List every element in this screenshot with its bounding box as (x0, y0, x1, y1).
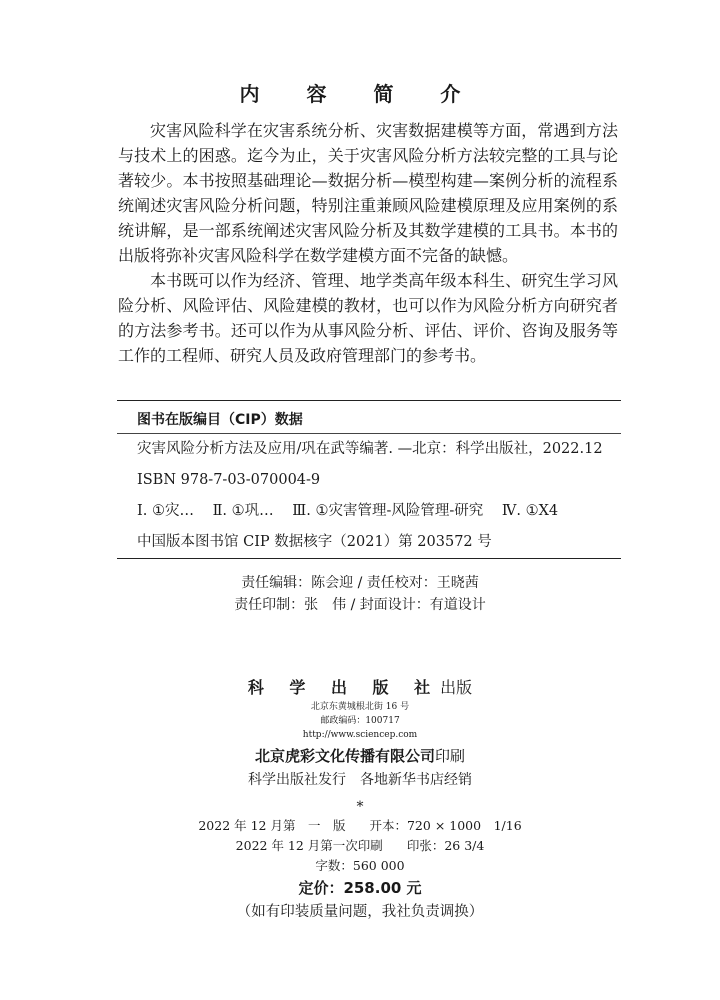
publisher-line (0, 676, 720, 700)
cip-library-record: 中国版本图书馆 CIP 数据核字（2021）第 203572 号 (137, 534, 492, 550)
cip-class-2: Ⅱ. ①巩… (212, 503, 274, 519)
edition: 2022 年 12 月第 一 版 (198, 818, 346, 833)
distribution: 科学出版社发行 各地新华书店经销 (248, 772, 472, 788)
publisher-postcode: 邮政编码：100717 (320, 716, 400, 726)
imprint (0, 676, 720, 924)
page-title: 内 容 简 介 (239, 82, 481, 106)
intro-section (118, 118, 618, 368)
cip-classification (117, 496, 621, 527)
price: 定价：258.00 元 (298, 879, 422, 897)
printing: 2022 年 12 月第一次印刷 (235, 838, 383, 853)
credits-editors: 责任编辑：陈会迎 / 责任校对：王晓茜 (241, 575, 479, 591)
credits-production: 责任印制：张 伟 / 封面设计：有道设计 (234, 597, 486, 613)
edition-line (0, 816, 720, 836)
publisher-suffix: 出版 (440, 678, 473, 697)
cip-class-3: Ⅲ. ①灾害管理-风险管理-研究 (292, 503, 484, 519)
intro-paragraph-1: 灾害风险科学在灾害系统分析、灾害数据建模等方面，常遇到方法与技术上的困惑。迄今为止，关于灾害风险分析方法较完整的工具与论著较少。本书按照基础理论—数据分析—模型构建—案例分析的流程系统阐述灾害风险分析问题，特别注重兼顾风险建模原理及应用案例的系统讲解，是一部系统阐述灾害风险分析及其数学建模的工具书。本书的出版将弥补灾害风险科学在数学建模方面不完备的缺憾。 (118, 121, 618, 265)
cip-block (117, 400, 621, 559)
publisher-url: http://www.sciencep.com (302, 730, 418, 740)
format: 开本：720 × 1000 1/16 (369, 818, 522, 833)
printing-line (0, 836, 720, 856)
printer-suffix: 印刷 (435, 747, 466, 765)
separator-star: * (356, 799, 364, 815)
publisher-address: 北京东黄城根北街 16 号 (310, 702, 410, 712)
word-count: 字数：560 000 (315, 858, 405, 873)
credits (0, 572, 720, 616)
cip-class-4: Ⅳ. ①X4 (501, 503, 559, 519)
cip-class-1: Ⅰ. ①灾… (137, 503, 194, 519)
printer-line (0, 744, 720, 768)
intro-paragraph-2: 本书既可以作为经济、管理、地学类高年级本科生、研究生学习风险分析、风险评估、风险建模的教材，也可以作为风险分析方向研究者的方法参考书。还可以作为从事风险分析、评估、评价、咨询及服务等工作的工程师、研究人员及政府管理部门的参考书。 (118, 271, 618, 365)
publisher-name: 科 学 出 版 社 (247, 678, 441, 697)
cip-title-line: 灾害风险分析方法及应用/巩在武等编著. —北京：科学出版社，2022.12 (137, 441, 603, 457)
cip-isbn: ISBN 978-7-03-070004-9 (137, 472, 321, 488)
quality-notice: （如有印装质量问题，我社负责调换） (236, 904, 484, 920)
cip-heading: 图书在版编目（CIP）数据 (137, 412, 303, 428)
printer-name: 北京虎彩文化传播有限公司 (254, 747, 435, 765)
sheets: 印张：26 3/4 (406, 838, 485, 853)
